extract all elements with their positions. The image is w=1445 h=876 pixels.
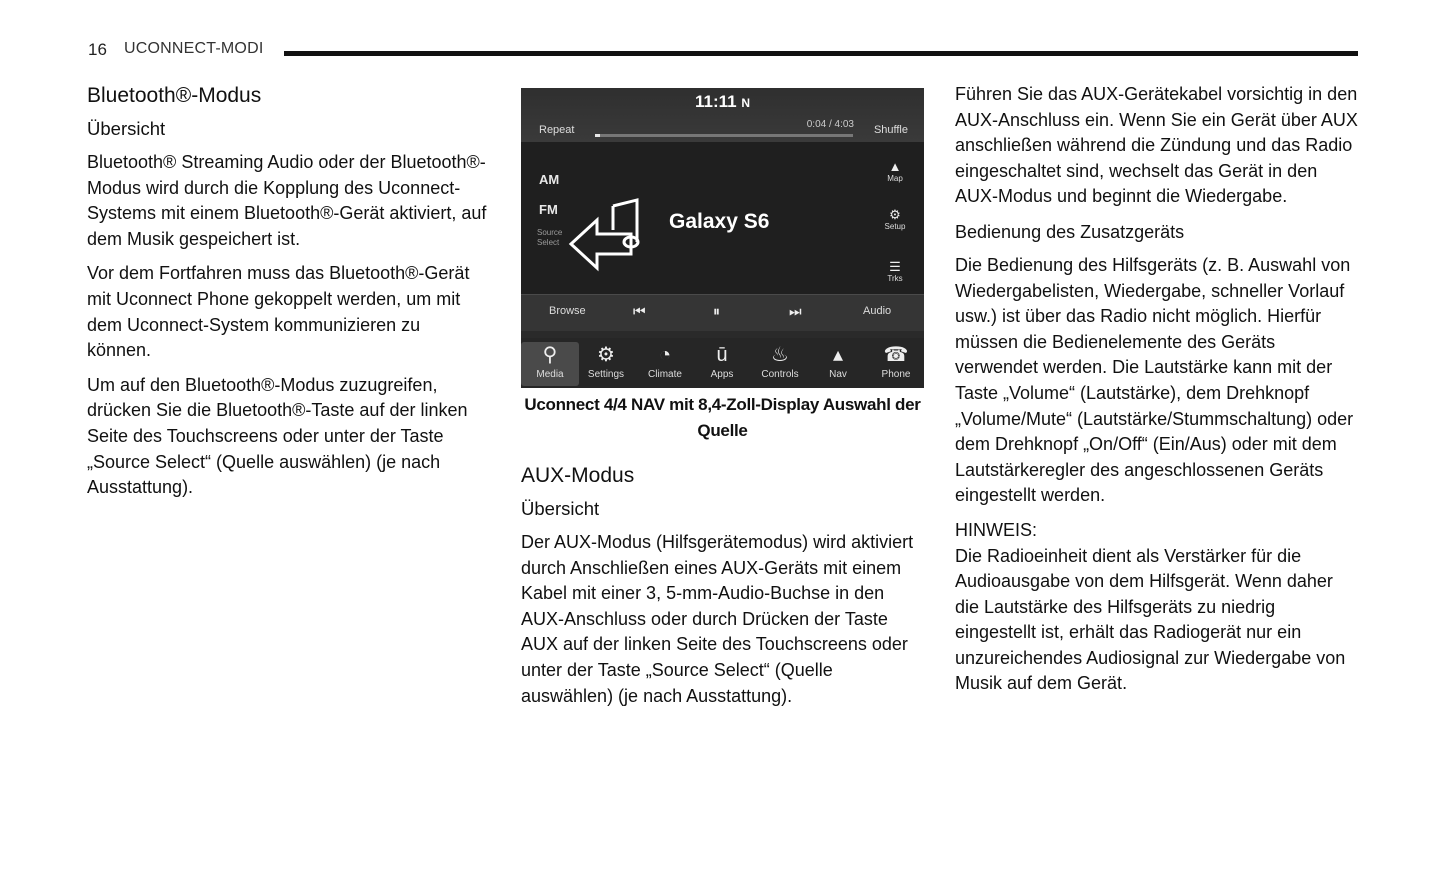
- previous-track-icon[interactable]: ⏮: [633, 303, 646, 319]
- paragraph: Führen Sie das AUX-Gerätekabel vorsichtig in den AUX-Anschluss ein. Wenn Sie ein Gerät über AUX anschließen während die Zündung und das Radio eingeschaltet sind, wechselt das Gerät in den AUX-Modus und beginnt die Wiedergabe.: [955, 84, 1358, 207]
- phone-icon: ☎: [883, 344, 909, 366]
- bottom-dock: [521, 338, 924, 388]
- aux-heading: AUX-Modus: [521, 464, 635, 487]
- paragraph: Bluetooth® Streaming Audio oder der Bluetooth®-Modus wird durch die Kopplung des Uconnect-Systems mit einem Bluetooth®-Gerät aktiviert, auf dem Musik gespeichert ist.: [87, 152, 487, 249]
- apps-icon: ū: [716, 344, 728, 366]
- nav-icon: ▴: [832, 344, 844, 366]
- dock-label: Apps: [710, 369, 734, 380]
- dock-label: Nav: [829, 369, 847, 380]
- operation-subheading: Bedienung des Zusatzgeräts: [955, 221, 1185, 242]
- note-heading: HINWEIS:: [955, 519, 1038, 540]
- progress-fill: [595, 134, 600, 137]
- media-icon: ⚲: [542, 344, 558, 366]
- figure-caption: Uconnect 4/4 NAV mit 8,4-Zoll-Display Auswahl der Quelle: [524, 395, 921, 440]
- next-track-icon[interactable]: ⏭: [789, 303, 802, 319]
- dock-label: Media: [536, 369, 564, 380]
- section-title: UCONNECT-MODI: [124, 40, 264, 57]
- paragraph: Vor dem Fortfahren muss das Bluetooth®-Gerät mit Uconnect Phone gekoppelt werden, um mit dem Uconnect-System kommunizieren zu können.: [87, 263, 470, 361]
- repeat-button[interactable]: Repeat: [539, 124, 575, 136]
- dock-apps[interactable]: [693, 342, 751, 382]
- dock-nav[interactable]: [809, 342, 867, 382]
- tracks-label: Trks: [887, 274, 903, 283]
- climate-icon: ◔: [658, 344, 672, 366]
- dock-label: Settings: [587, 369, 625, 380]
- tracks-button[interactable]: [880, 260, 910, 283]
- page-number: 16: [88, 40, 107, 59]
- dock-label: Phone: [881, 369, 911, 380]
- tracks-icon: ☰: [889, 259, 901, 274]
- uconnect-screen-image: [521, 88, 924, 388]
- setup-label: Setup: [884, 222, 906, 231]
- dock-settings[interactable]: [577, 342, 635, 382]
- compass-direction: N: [741, 96, 750, 110]
- column-aux: [521, 82, 924, 718]
- dock-climate[interactable]: [636, 342, 694, 382]
- audio-button[interactable]: Audio: [863, 305, 892, 317]
- dock-controls[interactable]: [751, 342, 809, 382]
- clock: [521, 92, 924, 112]
- now-playing-area: [521, 142, 924, 294]
- setup-button[interactable]: [880, 208, 910, 231]
- source-select-button[interactable]: Source Select: [537, 228, 563, 247]
- bluetooth-heading: Bluetooth®-Modus: [87, 84, 262, 107]
- aux-subheading: Übersicht: [521, 498, 600, 519]
- map-button[interactable]: [880, 160, 910, 183]
- note-text: Die Radioeinheit dient als Verstärker für die Audioausgabe von dem Hilfsgerät. Wenn daher die Lautstärke des Hilfsgeräts zu niedrig eingestellt ist, erhält das Radiogerät nur ein unzureichendes Audiosignal zur Wiedergabe von Musik auf dem Gerät.: [955, 545, 1346, 694]
- left-arrow-icon: [567, 192, 657, 272]
- device-name: Galaxy S6: [669, 210, 770, 233]
- clock-time: 11:11: [694, 92, 737, 111]
- column-bluetooth: [87, 82, 487, 510]
- paragraph: Die Bedienung des Hilfsgeräts (z. B. Auswahl von Wiedergabelisten, Wiedergabe, schneller Vorlauf usw.) ist über das Radio nicht möglich. Hierfür müssen die Bedienelemente des Geräts verwendet werden. Die Lautstärke kann mit der Taste „Volume“ (Lautstärke), dem Drehknopf „Volume/Mute“ (Lautstärke/Stummschaltung) oder dem Drehknopf „On/Off“ (Ein/Aus) oder mit dem Lautstärkeregler des angeschlossenen Geräts eingestellt werden.: [955, 254, 1354, 506]
- playback-controls: [521, 294, 924, 331]
- dock-label: Climate: [648, 369, 682, 380]
- track-timecode: 0:04 / 4:03: [806, 119, 854, 130]
- controls-icon: ♨: [771, 344, 789, 366]
- bluetooth-subheading: Übersicht: [87, 118, 166, 139]
- map-icon: ▲: [888, 159, 902, 174]
- dock-label: Controls: [761, 369, 799, 380]
- setup-icon: ⚙: [889, 207, 901, 222]
- dock-phone[interactable]: [867, 342, 924, 382]
- paragraph: Um auf den Bluetooth®-Modus zuzugreifen, drücken Sie die Bluetooth®-Taste auf der linken Seite des Touchscreens oder unter der Taste „Source Select“ (Quelle auswählen) (je nach Ausstattung).: [87, 374, 468, 498]
- settings-icon: ⚙: [597, 344, 615, 366]
- browse-button[interactable]: Browse: [549, 305, 586, 317]
- map-label: Map: [887, 174, 903, 183]
- pause-icon[interactable]: ⏸: [713, 303, 720, 319]
- column-aux-continued: [955, 82, 1360, 706]
- source-fm-button[interactable]: FM: [539, 202, 558, 217]
- shuffle-button[interactable]: Shuffle: [873, 124, 908, 136]
- paragraph: Der AUX-Modus (Hilfsgerätemodus) wird aktiviert durch Anschließen eines AUX-Geräts mit einem Kabel mit einer 3, 5-mm-Audio-Buchse in den AUX-Anschluss oder durch Drücken der Taste AUX auf der linken Seite des Touchscreens oder unter der Taste „Source Select“ (Quelle auswählen) (je nach Ausstattung).: [521, 532, 914, 706]
- dock-media[interactable]: [521, 342, 579, 386]
- header-rule: [284, 51, 1358, 56]
- progress-track[interactable]: [595, 134, 853, 137]
- source-am-button[interactable]: AM: [539, 172, 560, 187]
